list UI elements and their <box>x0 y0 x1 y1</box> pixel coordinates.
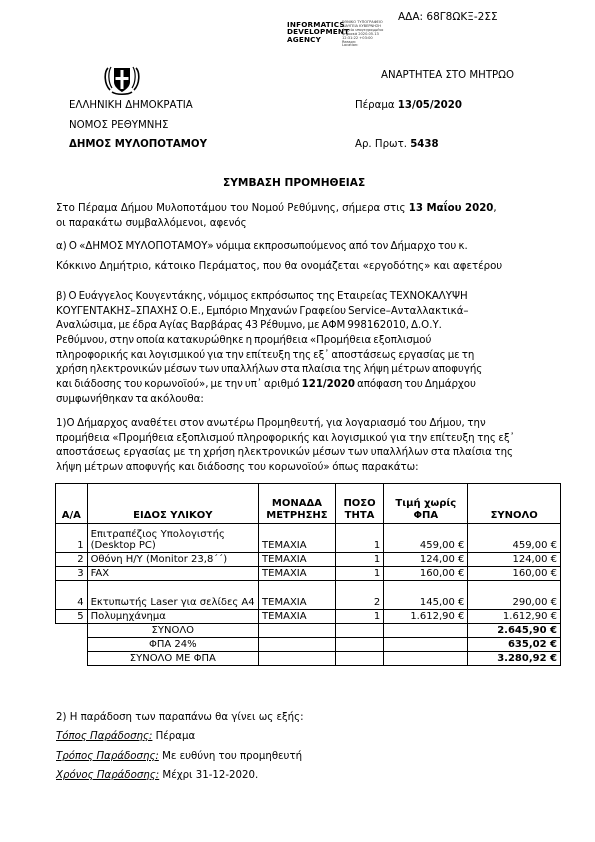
party-b-paragraph: β) Ο Ευάγγελος Κουγεντάκης, νόμιμος εκπρόσωπος της Εταιρείας ΤΕΧΝΟΚΑΛΥΨΗ ΚΟΥΓΕΝΤΑΚΗΣ–ΣΠΑΧΗΣ Ο.Ε., Εμπόριο Μηχανών Γραφείου Service–Ανταλλακτικά– Αναλώσιμα, με έδρα Αγίας Βαρβάρας 43 Ρέθυμνο, με ΑΦΜ 998162010, Δ.Ο.Υ. Ρεθύμνου, στην οποία κατακυρώθηκε η προμήθεια «Προμήθεια εξοπλισμού πληροφορικής και λογισμικού για την επίτευξη της εξ᾽ αποστάσεως εργασίας με τη χρήση ηλεκτρονικών μέσων των υπαλλήλων στα πλαίσια της λήψη μέτρων αποφυγής και διάδοσης του κορωνοϊού», με την υπ᾽ αριθμό 121/2020 απόφαση του Δημάρχου συμφωνήθηκαν τα ακόλουθα: <box>56 291 483 405</box>
table-row: 1 Επιτραπέζιος Υπολογιστής (Desktop PC) ΤΕΜΑΧΙΑ 1 459,00 € 459,00 € <box>56 524 561 553</box>
section-1-paragraph: 1)Ο Δήμαρχος αναθέτει στον ανωτέρω Προμηθευτή, για λογαριασμό του Δήμου, την προμήθεια «Προμήθεια εξοπλισμού πληροφορικής και λογισμικού για την επίτευξη της εξ᾽ αποστάσεως εργασίας με τη χρήση ηλεκτρονικών μέσων των υπαλλήλων στα πλαίσια της λήψη μέτρων αποφυγής και διάδοσης του κορωνοϊού» όπως παρακάτω: <box>56 418 515 474</box>
ada-code: ΑΔΑ: 68Γ8ΩΚΞ-2ΣΣ <box>398 11 498 23</box>
table-row: 3 FAX ΤΕΜΑΧΙΑ 1 160,00 € 160,00 € <box>56 567 561 581</box>
delivery-way: Τρόπος Παράδοσης: Με ευθύνη του προμηθευτή <box>56 751 303 762</box>
header-aa: Α/Α <box>56 484 88 524</box>
protocol-number: Αρ. Πρωτ. 5438 <box>355 139 439 150</box>
header-price: Τιμή χωρίς ΦΠΑ <box>384 484 468 524</box>
table-row: 4 Εκτυπωτής Laser για σελίδες Α4 ΤΕΜΑΧΙΑ 2 145,00 € 290,00 € <box>56 581 561 610</box>
vat-row: ΦΠΑ 24% 635,02 € <box>56 638 561 652</box>
items-table <box>55 483 561 666</box>
digital-signature-block: ΕΘΝΙΚΟ ΤΥΠΟΓΡΑΦΕΙΟ ΔΙΑΥΓΕΙΑ ΚΥΒΕΡΝΗΣΗ Αρχείο υπογεγραμμένο ψηφιακά 2020.05.13 12:31:22 +03:00 Reason: Location: <box>342 20 384 48</box>
document-title: ΣΥΜΒΑΣΗ ΠΡΟΜΗΘΕΙΑΣ <box>223 177 366 189</box>
table-row: 5 Πολυμηχάνημα ΤΕΜΑΧΙΑ 1 1.612,90 € 1.612,90 € <box>56 610 561 624</box>
table-row: 2 Οθόνη Η/Υ (Monitor 23,8΄΄) ΤΕΜΑΧΙΑ 1 124,00 € 124,00 € <box>56 553 561 567</box>
org-line-1: ΕΛΛΗΝΙΚΗ ΔΗΜΟΚΡΑΤΙΑ <box>69 100 193 111</box>
greek-coat-of-arms-icon <box>102 62 142 98</box>
intro-line-2: οι παρακάτω συμβαλλόμενοι, αφενός <box>56 218 247 229</box>
subtotal-row: ΣΥΝΟΛΟ 2.645,90 € <box>56 624 561 638</box>
header-unit: ΜΟΝΑΔΑ ΜΕΤΡΗΣΗΣ <box>259 484 336 524</box>
org-line-2: ΝΟΜΟΣ ΡΕΘΥΜΝΗΣ <box>69 120 169 131</box>
party-a-line-1: α) Ο «ΔΗΜΟΣ ΜΥΛΟΠΟΤΑΜΟΥ» νόμιμα εκπροσωπούμενος από τον Δήμαρχο του κ. <box>56 241 468 252</box>
agency-logo-text: INFORMATICS DEVELOPMENT AGENCY <box>287 20 350 44</box>
header-qty: ΠΟΣΟ ΤΗΤΑ <box>335 484 383 524</box>
table-header-row <box>56 484 561 524</box>
delivery-time: Χρόνος Παράδοσης: Μέχρι 31-12-2020. <box>56 770 259 781</box>
org-line-3: ΔΗΜΟΣ ΜΥΛΟΠΟΤΑΜΟΥ <box>69 139 207 150</box>
post-to-registry-note: ΑΝΑΡΤΗΤΕΑ ΣΤΟ ΜΗΤΡΩΟ <box>381 70 514 81</box>
grand-total-row: ΣΥΝΟΛΟ ΜΕ ΦΠΑ 3.280,92 € <box>56 652 561 666</box>
delivery-intro: 2) Η παράδοση των παραπάνω θα γίνει ως εξής: <box>56 712 304 723</box>
header-total: ΣΥΝΟΛΟ <box>468 484 561 524</box>
intro-line-1: Στο Πέραμα Δήμου Μυλοποτάμου του Νομού Ρεθύμνης, σήμερα στις 13 Μαΐου 2020, <box>56 203 497 214</box>
party-a-line-2: Κόκκινο Δημήτριο, κάτοικο Περάματος, που θα ονομάζεται «εργοδότης» και αφετέρου <box>56 261 503 272</box>
place-date: Πέραμα 13/05/2020 <box>355 100 462 111</box>
header-item: ΕΙΔΟΣ ΥΛΙΚΟΥ <box>87 484 258 524</box>
delivery-place: Τόπος Παράδοσης: Πέραμα <box>56 731 196 742</box>
document-date: 13/05/2020 <box>397 100 462 111</box>
